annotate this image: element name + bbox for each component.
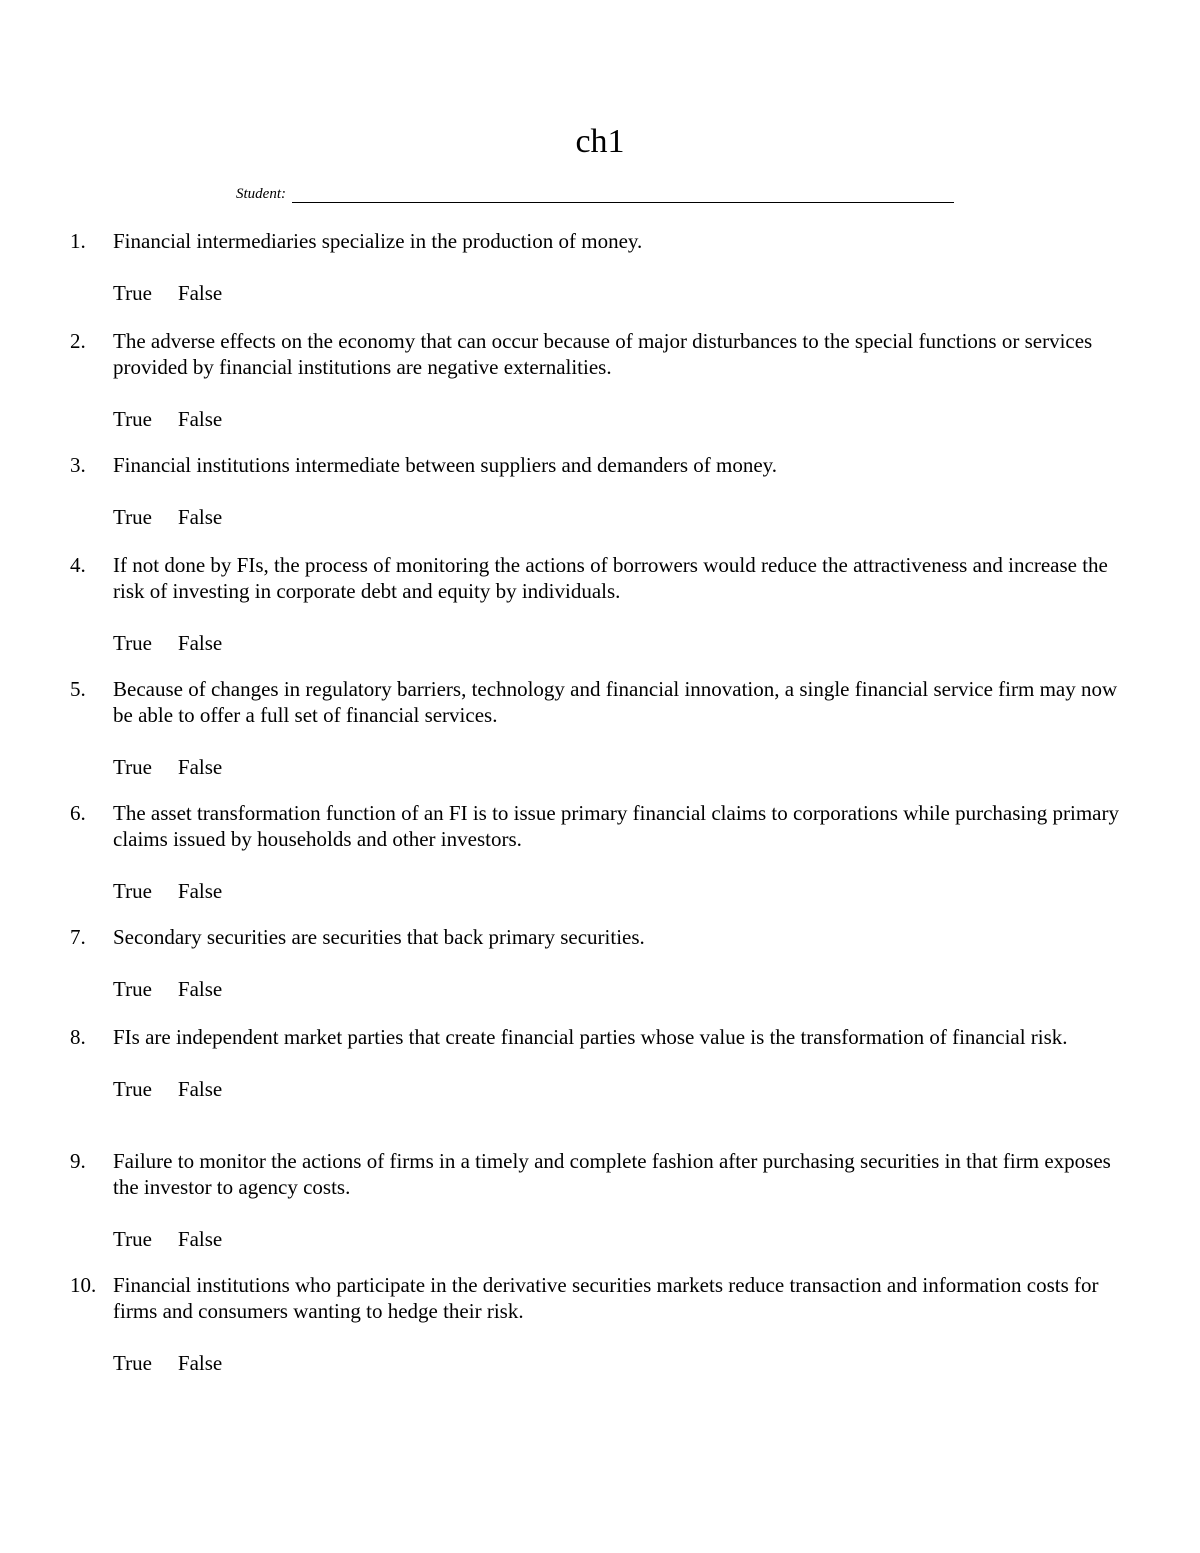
answer-false: False (177, 281, 223, 305)
answer-options (113, 1226, 1140, 1252)
answer-false: False (177, 879, 223, 903)
answer-true: True (113, 1227, 152, 1251)
question-text: Failure to monitor the actions of firms in a timely and complete fashion after purchasing securities in that firm exposes the investor to agency costs. (113, 1149, 1111, 1199)
question-number: 6. (70, 801, 86, 825)
answer-true: True (113, 281, 152, 305)
question-number: 4. (70, 553, 86, 577)
question-item (70, 552, 1140, 676)
question-text: If not done by FIs, the process of monitoring the actions of borrowers would reduce the attractiveness and increase the risk of investing in corporate debt and equity by individuals. (113, 553, 1108, 603)
question-item (70, 1272, 1140, 1375)
question-text: The asset transformation function of an FI is to issue primary financial claims to corporations while purchasing primary claims issued by households and other investors. (113, 801, 1119, 851)
answer-options (113, 504, 1140, 530)
answer-true: True (113, 977, 152, 1001)
question-text: Because of changes in regulatory barriers, technology and financial innovation, a single financial service firm may now be able to offer a full set of financial services. (113, 677, 1118, 727)
question-list (70, 228, 1140, 1375)
answer-options (113, 630, 1140, 656)
answer-false: False (177, 1351, 223, 1375)
question-text: Financial institutions intermediate between suppliers and demanders of money. (113, 453, 778, 477)
answer-false: False (177, 631, 223, 655)
question-item (70, 800, 1140, 924)
answer-true: True (113, 505, 152, 529)
question-number: 3. (70, 453, 86, 477)
question-text: Financial institutions who participate in the derivative securities markets reduce transaction and information costs for firms and consumers wanting to hedge their risk. (113, 1273, 1099, 1323)
answer-options (113, 878, 1140, 904)
question-text: Financial intermediaries specialize in the production of money. (113, 229, 643, 253)
question-number: 10. (70, 1273, 97, 1297)
question-item (70, 676, 1140, 800)
answer-false: False (177, 505, 223, 529)
question-item (70, 1148, 1140, 1272)
answer-options (113, 976, 1140, 1002)
question-text: The adverse effects on the economy that can occur because of major disturbances to the special functions or services provided by financial institutions are negative externalities. (113, 329, 1093, 379)
question-item (70, 924, 1140, 1024)
answer-options (113, 280, 1140, 306)
question-item (70, 452, 1140, 552)
page-title: ch1 (575, 123, 625, 160)
answer-false: False (177, 407, 223, 431)
answer-true: True (113, 755, 152, 779)
question-item (70, 328, 1140, 452)
answer-false: False (177, 755, 223, 779)
question-number: 5. (70, 677, 86, 701)
answer-false: False (177, 1077, 223, 1101)
question-number: 8. (70, 1025, 86, 1049)
question-text: FIs are independent market parties that create financial parties whose value is the transformation of financial risk. (113, 1025, 1068, 1049)
question-item (70, 1024, 1140, 1148)
student-label: Student: (236, 186, 286, 202)
answer-true: True (113, 631, 152, 655)
answer-true: True (113, 1351, 152, 1375)
question-text: Secondary securities are securities that back primary securities. (113, 925, 645, 949)
answer-options (113, 754, 1140, 780)
student-name-row (236, 186, 954, 203)
answer-true: True (113, 879, 152, 903)
question-number: 2. (70, 329, 86, 353)
answer-false: False (177, 1227, 223, 1251)
answer-true: True (113, 407, 152, 431)
question-number: 7. (70, 925, 86, 949)
answer-options (113, 406, 1140, 432)
answer-false: False (177, 977, 223, 1001)
question-number: 1. (70, 229, 86, 253)
question-number: 9. (70, 1149, 86, 1173)
answer-true: True (113, 1077, 152, 1101)
question-item (70, 228, 1140, 328)
student-name-blank (292, 186, 954, 203)
answer-options (113, 1350, 1140, 1376)
answer-options (113, 1076, 1140, 1102)
